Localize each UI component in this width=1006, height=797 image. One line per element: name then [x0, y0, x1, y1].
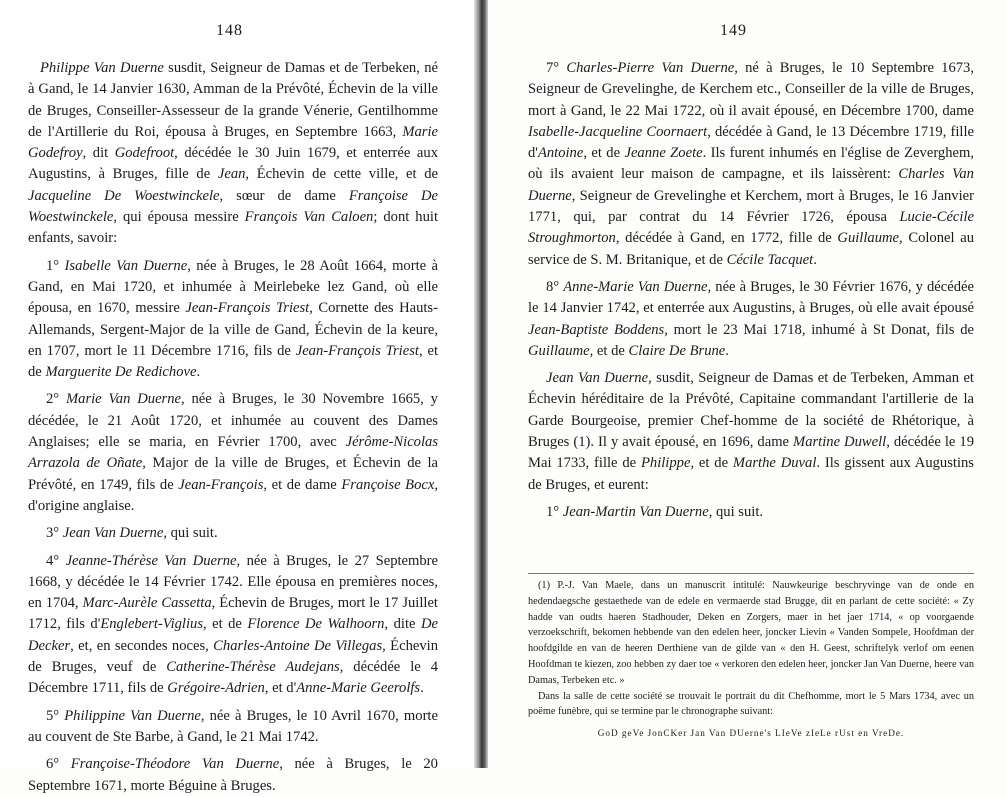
name-italic: Jean-Baptiste Boddens [528, 321, 665, 338]
left-page [0, 0, 474, 794]
name-italic: Antoine [537, 145, 584, 162]
name-italic: Guillaume [837, 230, 900, 247]
name-italic: Isabelle-Jacqueline Coornaert [528, 123, 708, 140]
text-run: 4° [46, 552, 66, 569]
text-run: , décédée à Gand, le 13 Décembre 1719, fille d' [528, 123, 974, 162]
text-run: , Cornette des Hauts-Allemands, Sergent-Major de la ville de Gand, Échevin de la keure, en 1707, mort le 11 Décembre 1716, fils de [28, 300, 438, 359]
text-run: 7° [546, 60, 567, 76]
name-italic: Philippe [640, 455, 691, 472]
text-run: , née à Bruges, le 30 Février 1676, y décédée le 14 Janvier 1742, et enterrée aux Augustins, à Bruges, où elle avait épousé [528, 278, 974, 317]
name-italic: Jacqueline De Woestwinckele [28, 187, 220, 204]
text-run: , et d' [264, 680, 297, 697]
text-run: , et, en secondes noces, [70, 637, 214, 654]
text-run: , et de [690, 455, 733, 472]
text-run: , qui épousa messire [113, 209, 245, 226]
name-italic: Anne-Marie Van Duerne [563, 278, 708, 295]
text-run: , décédée le 19 Mai 1733, fille de [528, 434, 974, 472]
text-run: , décédée le 4 Décembre 1711, fils de [28, 659, 438, 697]
name-italic: Anne-Marie Geerolfs [296, 680, 421, 697]
name-italic: Catherine-Thérèse Audejans [166, 659, 340, 676]
footnote-block [528, 573, 974, 742]
name-italic: Jeanne-Thérèse Van Duerne [65, 552, 237, 569]
text-run: , décédée à Gand, en 1772, fille de [615, 230, 838, 247]
paragraph [28, 551, 438, 700]
name-italic: Charles-Pierre Van Duerne [566, 60, 735, 76]
text-run: , et de [589, 342, 629, 359]
name-italic: Cécile Tacquet [726, 251, 814, 268]
text-run: , décédée le 30 Juin 1679, et enterrée aux Augustins, à Bruges, fille de [28, 145, 438, 183]
text-run: 2° [46, 391, 66, 408]
text-run: 1° [546, 503, 563, 520]
paragraph [528, 502, 974, 523]
text-run: , Seigneur de Grevelinghe et Kerchem, mort à Bruges, le 16 Janvier 1771, qui, par contrat du 14 Février 1726, épousa [528, 187, 974, 226]
name-italic: Jérôme-Nicolas Arrazola de Oñate [28, 434, 438, 472]
text-run: . [196, 364, 201, 381]
text-run: , née à Bruges, le 28 Août 1664, morte à Gand, en Mai 1720, et inhumée à Meirlebeke lez Gand, où elle épousa, en 1670, messire [28, 257, 438, 317]
name-italic: Grégoire-Adrien [167, 680, 265, 697]
name-italic: Jean-François Triest [185, 300, 310, 317]
text-run: . [420, 680, 424, 697]
paragraph [28, 706, 438, 749]
name-italic: François Van Caloen [244, 209, 374, 226]
text-run: , née à Bruges, le 27 Septembre 1668, y décédée le 14 Février 1742. Elle épousa en premières noces, en 1704, [28, 552, 439, 612]
text-run: , né à Bruges, le 10 Septembre 1673, Seigneur de Grevelinghe, de Kerchem etc., Conseiller de la ville de Bruges, mort à Gand, le 22 Mai 1722, où il avait épousé, en Décembre 1700, dame [528, 60, 974, 119]
name-italic: Marie Godefroy [28, 123, 438, 162]
paragraph [528, 368, 974, 496]
name-italic: Florence De Walhoorn [247, 616, 385, 633]
page-number: 148 [216, 22, 243, 39]
name-italic: Jean Van Duerne [546, 370, 649, 387]
name-italic: Marguerite De Redichove [45, 364, 197, 381]
text-run: , dite [384, 616, 421, 633]
right-page [488, 0, 1006, 768]
name-italic: Charles-Antoine De Villegas [213, 637, 383, 654]
paragraph [528, 277, 974, 362]
name-italic: Charles Van Duerne [528, 166, 974, 204]
chronogram: GoD geVe JonCKer Jan Van DUerne's LIeVe zIeLe rUst en VreDe. [597, 728, 905, 739]
name-italic: Françoise De Woestwinckele [28, 187, 438, 226]
text-run: , qui suit. [708, 503, 764, 520]
text-run: , mort le 23 Mai 1718, inhumé à St Donat, fils de [664, 321, 974, 338]
name-italic: Godefroot [114, 145, 175, 162]
page-number: 149 [720, 22, 747, 39]
text-run: , Colonel au service de S. M. Britanique, et de [528, 230, 974, 268]
text-run: , et de [583, 145, 625, 162]
text-run: , née à Bruges, le 10 Avril 1670, morte au couvent de Ste Barbe, à Gand, le 21 Mai 1742. [28, 707, 438, 745]
text-run: , Échevin de cette ville, et de [245, 166, 439, 183]
footnote: (1) P.-J. Van Maele, dans un manuscrit intitulé: Nauwkeurige beschryvinge van de onde en hedendaegsche gestaethede van de edele en vermaerde stad Brugge, dit en parlant de cette société: « Zy hadde van oudts haeren Stadhouder, Deken en Zorgers, maer in het jaer 1714, « op voorgaende verzoekschrift, bekomen hebbende van den edelen heer, joncker Lievin « Vanden Sompele, Hoofdman der hoofdgilde en van de heeren Derthiene van de gilde van « den H. Geest, schriftelyk verlof om eenen Hoofdman te kiezen, zoo hebben zy daer toe « verkoren den edelen heer, joncker Jan Van Duerne, heere van Damas, Terbeken etc. » [528, 580, 974, 686]
name-italic: Françoise Bocx [341, 476, 435, 493]
name-italic: Jean-François Triest [295, 342, 419, 359]
name-italic: Philippine Van Duerne [64, 707, 201, 724]
text-run: , d'origine anglaise. [28, 476, 438, 514]
text-run: 1° [46, 257, 65, 274]
book-gutter [474, 0, 488, 768]
paragraph [28, 754, 438, 797]
text-run: . Ils gissent aux Augustins de Bruges, et eurent: [528, 455, 974, 493]
name-italic: Jean [217, 166, 246, 183]
right-text-column [528, 58, 974, 523]
text-run: , susdit, Seigneur de Damas et de Terbeken, Amman et Échevin héréditaire de la Prévôté, Capitaine commandant l'artillerie de la Garde Bourgeoise, premier Chef-homme de la société de Rhétorique, à Bruges (1). Il y avait épousé, en 1696, dame [528, 370, 974, 451]
text-run: , qui suit. [163, 525, 218, 542]
text-run: 3° [46, 525, 63, 542]
text-run: susdit, Seigneur de Damas et de Terbeken, né à Gand, le 14 Janvier 1630, Amman de la Prévôté, Échevin de la ville de Bruges, Conseiller-Assesseur de la grande Vénerie, Gentilhomme de l'Artillerie du Roi, épousa à Bruges, en Septembre 1663, [28, 60, 438, 140]
text-run: , Échevin de Bruges, mort le 17 Juillet 1712, fils d' [28, 595, 438, 633]
paragraph [28, 58, 438, 250]
text-run: . [813, 251, 817, 268]
footnote-continuation: Dans la salle de cette société se trouvait le portrait du dit Chefhomme, mort le 5 Mars 1734, avec un poëme funèbre, qui se termine par le chronographe suivant: [528, 690, 974, 718]
name-italic: Martine Duwell [793, 434, 887, 451]
text-run: . Ils furent inhumés en l'église de Zeverghem, où ils avaient leur maison de campagne, et ils laissèrent: [528, 145, 974, 183]
text-run: , Major de la ville de Bruges, et Échevin de la Prévôté, en 1749, fils de [28, 455, 439, 493]
text-run: , sœur de dame [219, 187, 349, 204]
paragraph [28, 389, 438, 517]
name-italic: Jeanne Zoete [624, 145, 703, 162]
paragraph [28, 523, 438, 544]
text-run: , dit [82, 145, 115, 162]
text-run: ; dont huit enfants, savoir: [28, 209, 439, 247]
name-italic: Isabelle Van Duerne [64, 257, 188, 274]
name-italic: Jean Van Duerne [62, 525, 164, 542]
paragraph [28, 256, 438, 384]
name-italic: De Decker [28, 616, 438, 654]
name-italic: Jean-François [178, 476, 264, 493]
name-italic: Guillaume [528, 342, 590, 359]
name-italic: Philippe Van Duerne [40, 60, 164, 76]
text-run: , née à Bruges, le 30 Novembre 1665, y décédée, le 21 Août 1720, et inhumée au couvent des Dames Anglaises; elle se maria, en Février 1700, avec [28, 391, 438, 451]
name-italic: Lucie-Cécile Stroughmorton [528, 209, 974, 247]
text-run: , née à Bruges, le 20 Septembre 1671, morte Béguine à Bruges. [28, 756, 438, 794]
text-run: , et de dame [263, 476, 342, 493]
left-text-column [28, 58, 438, 797]
text-run: , et de [203, 616, 248, 633]
name-italic: Marc-Aurèle Cassetta [82, 595, 212, 612]
text-run: . [725, 342, 729, 359]
name-italic: Marie Van Duerne [65, 391, 181, 408]
text-run: , Échevin de Bruges, veuf de [28, 637, 438, 676]
text-run: 5° [46, 707, 65, 724]
paragraph [528, 58, 974, 271]
name-italic: Englebert-Viglius [100, 616, 204, 633]
text-run: 8° [546, 278, 564, 295]
name-italic: Françoise-Théodore Van Duerne [70, 756, 280, 773]
text-run: , et de [28, 342, 438, 381]
name-italic: Jean-Martin Van Duerne [562, 503, 709, 520]
text-run: 6° [46, 756, 71, 773]
name-italic: Claire De Brune [628, 342, 726, 359]
name-italic: Marthe Duval [732, 455, 817, 472]
